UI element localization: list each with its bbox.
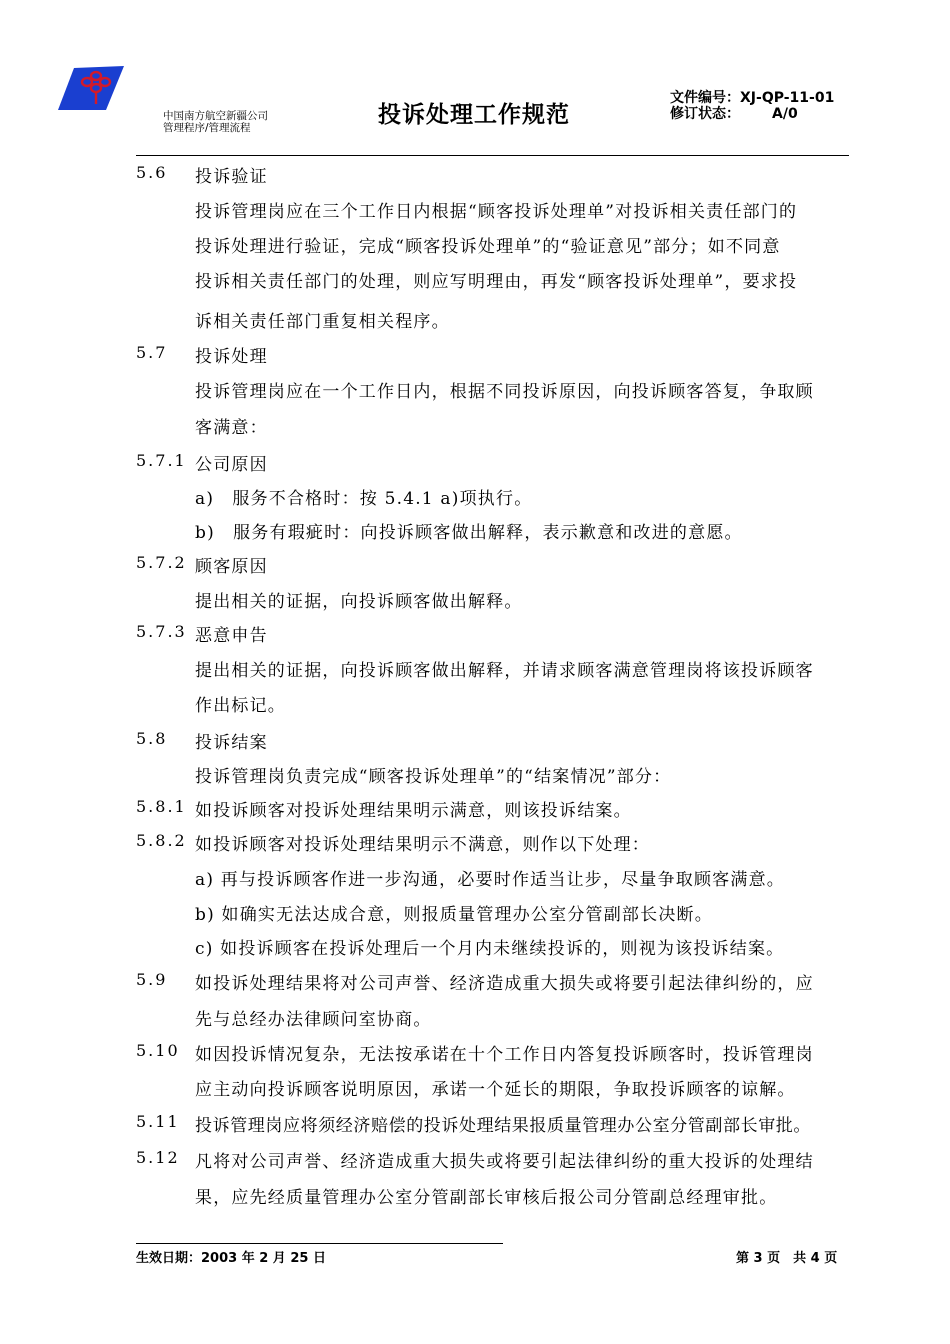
list-item: b) 服务有瑕疵时：向投诉顾客做出解释，表示歉意和改进的意愿。 (195, 523, 743, 543)
company-subtitle: 管理程序/管理流程 (163, 122, 251, 134)
section-5-7-line: 客满意： (195, 418, 268, 438)
section-5-7-1-title: 公司原因 (195, 455, 268, 475)
section-5-6-line: 投诉处理进行验证，完成“顾客投诉处理单”的“验证意见”部分；如不同意 (195, 237, 781, 257)
revision-label: 修订状态： (670, 106, 740, 122)
section-5-7-2-line: 提出相关的证据，向投诉顾客做出解释。 (195, 592, 523, 612)
effective-date: 生效日期：2003 年 2 月 25 日 (136, 1251, 326, 1266)
section-5-7-2-num: 5.7.2 (136, 553, 187, 572)
section-5-9-line: 先与总经办法律顾问室协商。 (195, 1010, 432, 1030)
header-rule (136, 155, 849, 156)
section-5-6-line: 投诉相关责任部门的处理，则应写明理由，再发“顾客投诉处理单”，要求投 (195, 272, 798, 292)
section-5-7-3-line: 作出标记。 (195, 696, 286, 716)
section-5-8-line: 投诉管理岗负责完成“顾客投诉处理单”的“结案情况”部分： (195, 767, 672, 787)
section-5-7-1-num: 5.7.1 (136, 451, 187, 470)
doc-no: XJ-QP-11-01 (740, 90, 835, 106)
section-5-10-line: 如因投诉情况复杂，无法按承诺在十个工作日内答复投诉顾客时，投诉管理岗 (195, 1045, 814, 1065)
list-item: c) 如投诉顾客在投诉处理后一个月内未继续投诉的，则视为该投诉结案。 (195, 939, 785, 959)
section-5-8-num: 5.8 (136, 729, 168, 748)
company-name: 中国南方航空新疆公司 (163, 110, 268, 122)
section-5-12-line: 凡将对公司声誉、经济造成重大损失或将要引起法律纠纷的重大投诉的处理结 (195, 1152, 814, 1172)
section-5-10-num: 5.10 (136, 1041, 180, 1060)
list-item: a) 服务不合格时：按 5.4.1 a)项执行。 (195, 489, 533, 509)
section-5-11-line: 投诉管理岗应将须经济赔偿的投诉处理结果报质量管理办公室分管副部长审批。 (195, 1116, 811, 1136)
section-5-7-num: 5.7 (136, 343, 168, 362)
section-5-7-3-line: 提出相关的证据，向投诉顾客做出解释，并请求顾客满意管理岗将该投诉顾客 (195, 661, 814, 681)
section-5-11-num: 5.11 (136, 1112, 180, 1131)
section-5-7-3-num: 5.7.3 (136, 622, 187, 641)
section-5-7-3-title: 恶意申告 (195, 626, 268, 646)
page-title: 投诉处理工作规范 (378, 102, 570, 128)
revision: A/0 (772, 106, 798, 122)
section-5-7-2-title: 顾客原因 (195, 557, 268, 577)
section-5-8-title: 投诉结案 (195, 733, 268, 753)
company-logo (56, 64, 128, 112)
footer-rule (136, 1243, 503, 1244)
section-5-8-2-num: 5.8.2 (136, 831, 187, 850)
section-5-6-num: 5.6 (136, 163, 168, 182)
section-5-6-title: 投诉验证 (195, 167, 268, 187)
section-5-6-line: 投诉管理岗应在三个工作日内根据“顾客投诉处理单”对投诉相关责任部门的 (195, 202, 798, 222)
section-5-12-num: 5.12 (136, 1148, 180, 1167)
section-5-8-1-num: 5.8.1 (136, 797, 187, 816)
list-item: a) 再与投诉顾客作进一步沟通，必要时作适当让步，尽量争取顾客满意。 (195, 870, 785, 890)
section-5-7-line: 投诉管理岗应在一个工作日内，根据不同投诉原因，向投诉顾客答复，争取顾 (195, 382, 814, 402)
list-item: b) 如确实无法达成合意，则报质量管理办公室分管副部长决断。 (195, 905, 713, 925)
doc-info (670, 90, 834, 122)
section-5-6-line: 诉相关责任部门重复相关程序。 (195, 312, 450, 332)
section-5-7-title: 投诉处理 (195, 347, 268, 367)
section-5-10-line: 应主动向投诉顾客说明原因，承诺一个延长的期限，争取投诉顾客的谅解。 (195, 1080, 796, 1100)
section-5-8-1-text: 如投诉顾客对投诉处理结果明示满意，则该投诉结案。 (195, 801, 632, 821)
section-5-12-line: 果，应先经质量管理办公室分管副部长审核后报公司分管副总经理审批。 (195, 1188, 778, 1208)
doc-no-label: 文件编号： (670, 90, 740, 106)
page-number: 第 3 页 共 4 页 (736, 1251, 838, 1266)
section-5-8-2-text: 如投诉顾客对投诉处理结果明示不满意，则作以下处理： (195, 835, 650, 855)
section-5-9-num: 5.9 (136, 970, 168, 989)
section-5-9-line: 如投诉处理结果将对公司声誉、经济造成重大损失或将要引起法律纠纷的，应 (195, 974, 814, 994)
